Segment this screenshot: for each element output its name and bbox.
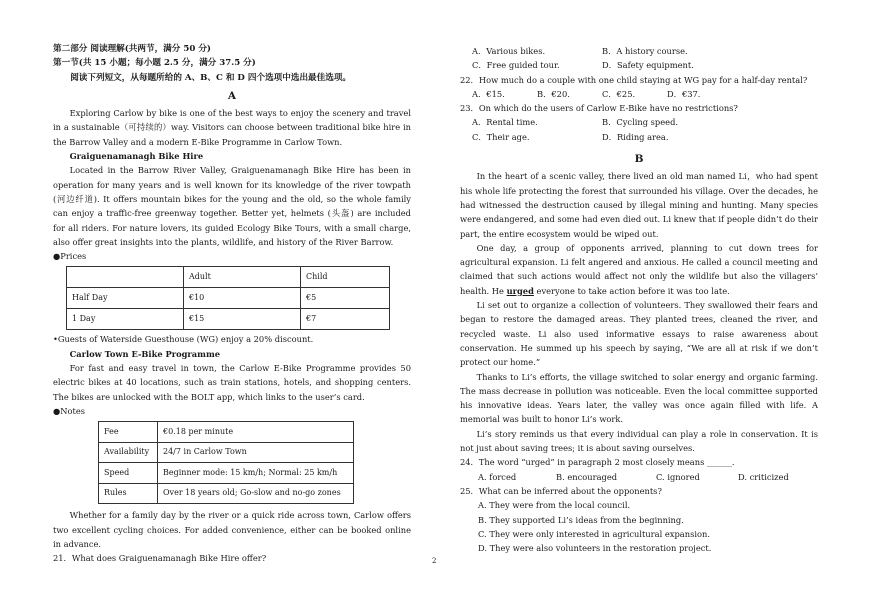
passage-a-closing: Whether for a family day by the river or a quick ride across town, Carlow offers two excellent cycling choices. For added convenience, either can be booked online in advance.: [53, 510, 411, 549]
table-cell: €15: [184, 309, 301, 330]
option-c[interactable]: C. ignored: [656, 471, 700, 482]
table-row: [67, 267, 390, 288]
option-b[interactable]: B. They supported Li’s ideas from the beginning.: [478, 514, 684, 525]
passage-a-title: A: [227, 89, 237, 102]
passage-b-paragraph-1: In the heart of a scenic valley, there lived an old man named Li，who had spent his whole life protecting the forest that surrounded his village. Over the decades, he had witnessed the destruction caused by illegal mining and hunting. Many species were endangered, and some had even died out. Li knew that if people didn’t do their part, the entire ecosystem would be wiped out.: [460, 171, 818, 239]
notes-label: ●Notes: [53, 405, 85, 416]
table-cell: Half Day: [67, 288, 184, 309]
option-d[interactable]: D．Riding area.: [602, 131, 669, 142]
table-cell: Rules: [99, 483, 158, 504]
option-c[interactable]: C．Their age.: [472, 131, 530, 142]
option-c[interactable]: C．Free guided tour.: [472, 60, 560, 71]
table-cell: €10: [184, 288, 301, 309]
table-cell: Availability: [99, 442, 158, 463]
page-number: 2: [432, 557, 437, 565]
guests-note: •Guests of Waterside Guesthouse (WG) enjoy a 20% discount.: [53, 334, 314, 345]
option-d[interactable]: D．Safety equipment.: [602, 60, 694, 71]
option-c[interactable]: C. They were only interested in agricultural expansion.: [478, 528, 710, 539]
option-c[interactable]: C．€25.: [602, 88, 636, 99]
table-row: [99, 422, 354, 443]
table-cell: 1 Day: [67, 309, 184, 330]
table-row: [67, 309, 390, 330]
table-cell: Child: [301, 267, 390, 288]
table-cell: €5: [301, 288, 390, 309]
option-a[interactable]: A. They were from the local council.: [478, 500, 631, 511]
passage-b-paragraph-3: Li set out to organize a collection of volunteers. They swallowed their fears and began to restore the damaged areas. They planted trees, cleaned the river, and recycled waste. Li also used informative essays to raise awareness about conservation. He summed up his speech by saying, “We are all at risk if we don’t protect our home.”: [460, 300, 818, 368]
option-a[interactable]: A．€15.: [472, 88, 505, 99]
table-cell: 24/7 in Carlow Town: [158, 442, 354, 463]
table-cell: Beginner mode: 15 km/h; Normal: 25 km/h: [158, 463, 354, 484]
table-cell: €0.18 per minute: [158, 422, 354, 443]
option-b[interactable]: B．Cycling speed.: [602, 117, 679, 128]
underlined-word: urged: [506, 285, 534, 296]
option-d[interactable]: D. criticized: [738, 471, 789, 482]
paragraph-text: everyone to take action before it was too late.: [533, 285, 730, 296]
option-b[interactable]: B．A history course.: [602, 46, 688, 56]
option-d[interactable]: D. They were also volunteers in the restoration project.: [478, 543, 712, 554]
part-heading: 第二部分 阅读理解(共两节，满分 50 分): [53, 44, 211, 54]
question-21-options-row2: [460, 58, 818, 72]
table-row: [99, 483, 354, 504]
table-cell: Over 18 years old; Go-slow and no-go zones: [158, 483, 354, 504]
option-a[interactable]: A．Rental time.: [472, 117, 538, 128]
passage-b-paragraph-4: Thanks to Li’s efforts, the village switched to solar energy and organic farming. The mass decrease in pollution was noticeable. Even the local committee supported his innovative ideas. Years later, the valley was once again filled with life. A memorial was built to honor Li’s work.: [460, 371, 818, 425]
prices-label: ●Prices: [53, 251, 87, 262]
table-cell: €7: [301, 309, 390, 330]
option-a[interactable]: A. forced: [478, 471, 517, 482]
ebike-text: For fast and easy travel in town, the Carlow E-Bike Programme provides 50 electric bikes at 40 locations, such as train stations, hotels, and shopping centers. The bikes are unlocked with the BOLT app, which links to the user’s card.: [53, 363, 411, 402]
passage-b-title: B: [634, 153, 644, 166]
question-22-options: [460, 87, 818, 101]
instruction: 阅读下列短文，从每题所给的 A、B、C 和 D 四个选项中选出最佳选项。: [70, 72, 352, 83]
table-cell: Fee: [99, 422, 158, 443]
passage-a-intro: Exploring Carlow by bike is one of the best ways to enjoy the scenery and travel in a sustainable（可持续的）way. Visitors can choose between traditional bike hire in the Barrow Valley and a modern E-Bike Programme in Carlow Town.: [53, 108, 411, 147]
bike-hire-heading: Graiguenamanagh Bike Hire: [69, 151, 204, 162]
question-24-stem: 24．The word “urged” in paragraph 2 most closely means ______.: [460, 457, 735, 468]
table-row: [99, 442, 354, 463]
passage-b-paragraph-5: Li’s story reminds us that every individual can play a role in conservation. It is not just about saving trees; it is about saving ourselves.: [460, 428, 818, 454]
question-23-options-row1: [460, 115, 818, 129]
ebike-heading: Carlow Town E-Bike Programme: [69, 348, 221, 359]
table-row: [99, 463, 354, 484]
option-b[interactable]: B．€20.: [537, 88, 570, 99]
option-a[interactable]: A．Various bikes.: [472, 46, 546, 56]
table-row: [67, 288, 390, 309]
question-24-options: [460, 470, 818, 484]
question-21-stem: 21．What does Graiguenamanagh Bike Hire offer?: [53, 553, 267, 564]
passage-b-paragraph-2: [460, 241, 818, 298]
left-column: [53, 42, 411, 565]
prices-table: [66, 266, 390, 330]
question-25-stem: 25．What can be inferred about the opponents?: [460, 485, 662, 496]
question-21-options-row1: [460, 44, 818, 58]
table-cell: Speed: [99, 463, 158, 484]
question-23-options-row2: [460, 130, 818, 144]
option-d[interactable]: D．€37.: [667, 88, 701, 99]
question-23-stem: 23．On which do the users of Carlow E-Bike have no restrictions?: [460, 103, 738, 114]
section-heading: 第一节(共 15 小题；每小题 2.5 分，满分 37.5 分): [53, 58, 256, 69]
table-cell: Adult: [184, 267, 301, 288]
table-cell: [67, 267, 184, 288]
paragraph-text: One day, a group of opponents arrived, planning to cut down trees for agricultural expansion. Li felt angered and anxious. He called a council meeting and claimed that such actions would affect not only the wildlife but also the villagers’ health. He: [460, 242, 818, 296]
notes-table: [98, 421, 354, 504]
option-b[interactable]: B. encouraged: [556, 471, 618, 482]
right-column: [460, 44, 818, 555]
bike-hire-text: Located in the Barrow River Valley, Graiguenamanagh Bike Hire has been in operation for many years and is well known for its knowledge of the river towpath (河边纤道). It offers mountain bikes for the young and the old, so the whole family can enjoy a traffic-free greenway together. Better yet, helmets (头盔) are included for all riders. For nature lovers, its guided Ecology Bike Tours, with a small charge, also offer great insights into the plants, wildlife, and history of the River Barrow.: [53, 165, 411, 247]
question-22-stem: 22．How much do a couple with one child staying at WG pay for a half-day rental?: [460, 74, 808, 85]
